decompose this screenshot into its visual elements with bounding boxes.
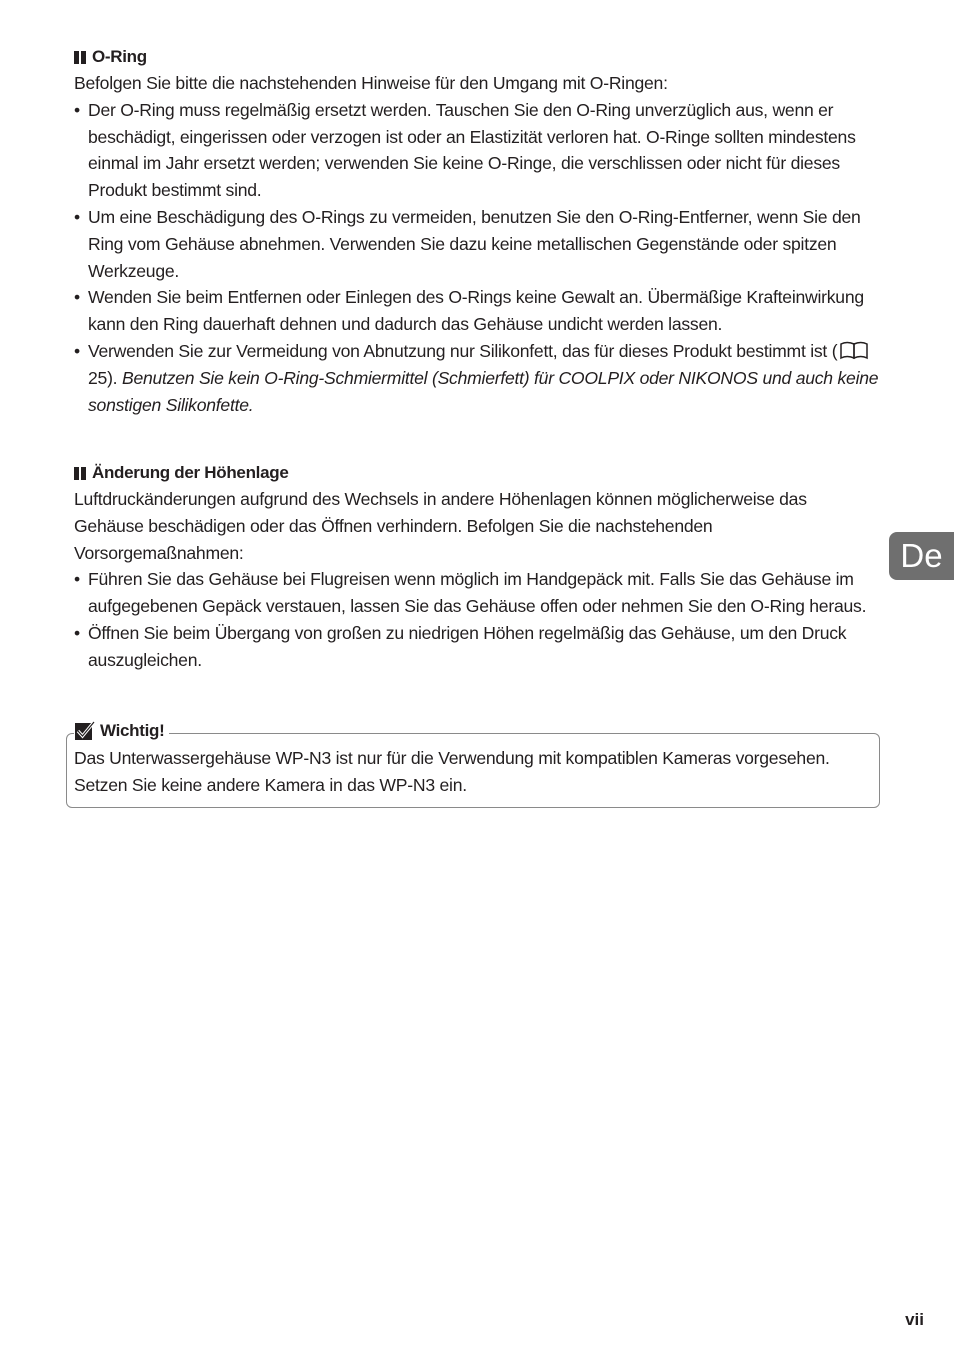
altitude-section bbox=[74, 462, 880, 674]
list-item: • Öffnen Sie beim Übergang von großen zu niedrigen Höhen regelmäßig das Gehäuse, um den Druck auszugleichen. bbox=[74, 622, 847, 670]
list-item: • Führen Sie das Gehäuse bei Flugreisen wenn möglich im Handgepäck mit. Falls Sie das Gehäuse im aufgegebenen Gepäck verstauen, lassen Sie das Gehäuse offen oder nehmen Sie den O-Ring heraus. bbox=[74, 569, 867, 617]
page-number: vii bbox=[905, 1310, 924, 1329]
section-marker-icon bbox=[74, 467, 86, 480]
list-item: • Der O-Ring muss regelmäßig ersetzt werden. Tauschen Sie den O-Ring unverzüglich aus, wenn er beschädigt, eingerissen oder verzogen ist oder an Elastizität verloren hat. O-Ringe sollten mindestens einmal im Jahr ersetzt werden; verwenden Sie keine O-Ringe, die verschlissen oder nicht für dieses Produkt bestimmt sind. bbox=[74, 99, 856, 201]
note-text: Das Unterwassergehäuse WP-N3 ist nur für die Verwendung mit kompatiblen Kameras vorgesehen. Setzen Sie keine andere Kamera in das WP-N3 ein. bbox=[74, 748, 830, 795]
altitude-intro: Luftdruckänderungen aufgrund des Wechsels in andere Höhenlagen können möglicherweise das Gehäuse beschädigen oder das Öffnen verhindern. Befolgen Sie die nachstehenden Vorsorgemaßnahmen: bbox=[74, 489, 807, 563]
altitude-heading bbox=[74, 462, 880, 484]
note-label bbox=[74, 720, 169, 742]
check-icon bbox=[74, 721, 96, 741]
note-label-text: Wichtig! bbox=[100, 721, 165, 740]
list-item: • Um eine Beschädigung des O-Rings zu vermeiden, benutzen Sie den O-Ring-Entferner, wenn Sie den Ring vom Gehäuse abnehmen. Verwenden Sie dazu keine metallischen Gegenstände oder spitzen Werkzeuge. bbox=[74, 206, 861, 281]
page-ref: 25 bbox=[88, 367, 108, 388]
book-icon bbox=[839, 341, 869, 360]
oring-intro: Befolgen Sie bitte die nachstehenden Hinweise für den Umgang mit O-Ringen: bbox=[74, 73, 668, 93]
altitude-bullet-list bbox=[74, 566, 880, 673]
oring-heading-text: O-Ring bbox=[92, 47, 147, 66]
oring-warning-italic: Benutzen Sie kein O-Ring-Schmiermittel (Schmierfett) für COOLPIX oder NIKONOS und auch keine sonstigen Silikonfette. bbox=[88, 367, 879, 415]
oring-bullet-list bbox=[74, 97, 880, 419]
list-item: • Wenden Sie beim Entfernen oder Einlegen des O-Rings keine Gewalt an. Übermäßige Krafteinwirkung kann den Ring dauerhaft dehnen und dadurch das Gehäuse undicht werden lassen. bbox=[74, 287, 864, 335]
altitude-heading-text: Änderung der Höhenlage bbox=[92, 463, 289, 482]
section-marker-icon bbox=[74, 51, 86, 64]
oring-section bbox=[74, 46, 880, 418]
list-item: • Verwenden Sie zur Vermeidung von Abnutzung nur Silikonfett, das für dieses Produkt bestimmt ist (25). Benutzen Sie kein O-Ring-Schmiermittel (Schmierfett) für COOLPIX oder NIKONOS und auch keine sonstigen Silikonfette. bbox=[74, 340, 879, 415]
language-tab: De bbox=[889, 532, 954, 580]
oring-heading bbox=[74, 46, 880, 68]
